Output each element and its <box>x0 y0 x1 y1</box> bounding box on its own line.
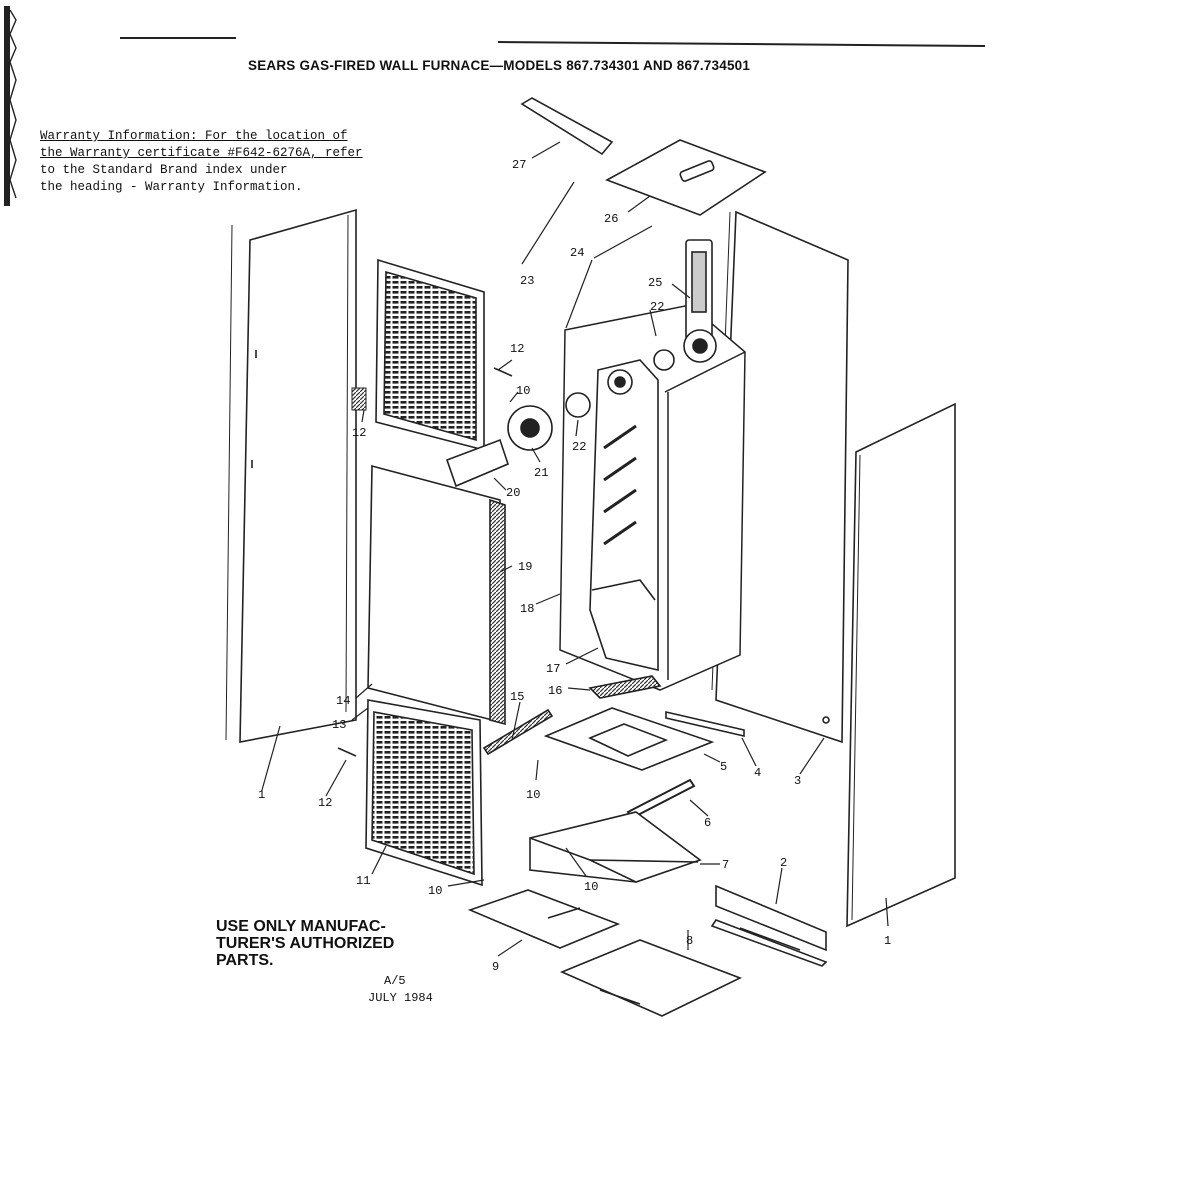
top-panel <box>607 140 765 215</box>
warranty-line: Warranty Information: For the location of <box>40 129 348 143</box>
heat-exchanger <box>590 360 658 670</box>
callout-20: 20 <box>506 486 521 500</box>
base-plate <box>470 890 618 948</box>
right-side-panel <box>847 404 955 926</box>
callout-9: 9 <box>492 960 500 974</box>
callout-23: 23 <box>520 274 535 288</box>
callout-2: 2 <box>780 856 788 870</box>
warranty-line: to the Standard Brand index under <box>40 163 288 177</box>
callout-1: 1 <box>258 788 266 802</box>
upper-grille <box>352 260 484 450</box>
callout-17: 17 <box>546 662 561 676</box>
bottom-tray <box>530 812 700 882</box>
callout-13: 13 <box>332 718 347 732</box>
callout-19: 19 <box>518 560 533 574</box>
callout-25: 25 <box>648 276 663 290</box>
page-number: A/5 <box>384 974 406 988</box>
callout-12: 12 <box>510 342 525 356</box>
front-door-panel <box>368 466 505 724</box>
callout-24: 24 <box>570 246 585 260</box>
top-rules <box>120 38 985 46</box>
callout-21: 21 <box>534 466 549 480</box>
callout-3: 3 <box>794 774 802 788</box>
notice-line: USE ONLY MANUFAC- <box>216 918 386 935</box>
authorized-parts-notice <box>216 918 394 969</box>
callout-10: 10 <box>584 880 599 894</box>
left-side-panel <box>226 210 356 742</box>
callout-16: 16 <box>548 684 563 698</box>
callout-5: 5 <box>720 760 728 774</box>
callout-27: 27 <box>512 158 527 172</box>
callout-11: 11 <box>356 874 371 888</box>
callout-15: 15 <box>510 690 525 704</box>
notice-line: PARTS. <box>216 952 274 969</box>
warranty-note <box>40 128 500 196</box>
warranty-line: the heading - Warranty Information. <box>40 180 303 194</box>
bottom-plate <box>562 940 740 1016</box>
notice-line: TURER'S AUTHORIZED <box>216 935 395 952</box>
page-title: SEARS GAS-FIRED WALL FURNACE—MODELS 867.734301 AND 867.734501 <box>248 58 751 73</box>
lower-grille <box>366 700 482 885</box>
callout-14: 14 <box>336 694 351 708</box>
callout-6: 6 <box>704 816 712 830</box>
callout-12: 12 <box>318 796 333 810</box>
callout-10: 10 <box>526 788 541 802</box>
callout-8: 8 <box>686 934 694 948</box>
callout-1: 1 <box>884 934 892 948</box>
top-strip <box>522 98 612 154</box>
binding-edge <box>4 6 16 206</box>
base-bracket <box>712 886 826 966</box>
callout-4: 4 <box>754 766 762 780</box>
pilot-tube <box>628 780 694 818</box>
callout-7: 7 <box>722 858 730 872</box>
callout-12: 12 <box>352 426 367 440</box>
callout-26: 26 <box>604 212 619 226</box>
callout-22: 22 <box>650 300 665 314</box>
warranty-line: the Warranty certificate #F642-6276A, refer <box>40 146 363 160</box>
callout-22: 22 <box>572 440 587 454</box>
callout-18: 18 <box>520 602 535 616</box>
publication-date: JULY 1984 <box>368 991 433 1005</box>
callout-10: 10 <box>516 384 531 398</box>
callout-10: 10 <box>428 884 443 898</box>
